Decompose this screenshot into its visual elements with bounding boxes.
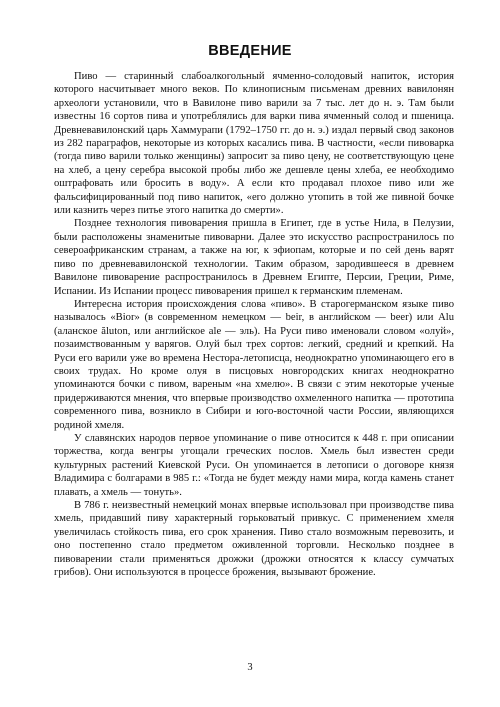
page-title: ВВЕДЕНИЕ [208, 43, 292, 59]
paragraph-hops-yeast: В 786 г. неизвестный немецкий монах впервые использовал при производстве пива хмель, придавший пиву характерный горьковатый привкус. С применением хмеля увеличилась стойкость пива, его срок хранения. Пиво стало возможным перевозить, и оно постепенно стало предметом оживленной торговли. Несколько позднее в пивоварении стали применяться дрожжи (дрожжи относятся к классу сумчатых грибов). Они используются в процессе брожения, вызывают брожение. [54, 500, 454, 579]
paragraph-word-origin: Интересна история происхождения слова «пиво». В старогерманском языке пиво называлось «Bior» (в современном немецком — beir, в английском — beer) или Alu (аланское ăluton, или английское ale — эль). На Руси пиво именовали словом «олуй», позаимствованным у варягов. Олуй был трех сортов: легкий, средний и крепкий. На Руси его варили уже во времена Нестора-летописца, неоднократно упоминающего его в своих трудах. Но кроме олуя в писцовых новгородских книгах неоднократно упоминаются бочки с пивом, вареным «на хмелю». В связи с этим некоторые ученые придерживаются мнения, что впервые производство охмеленного напитка — прототипа современного пива, возникло в Сибири и юго-восточной части России, являющихся родиной хмеля. [54, 298, 454, 431]
paragraph-history-babylon: Пиво — старинный слабоалкогольный ячменно-солодовый напиток, история которого насчитывает много веков. По клинописным письменам древних вавилонян археологи установили, что в Вавилоне пиво варили за 7 тыс. лет до н. э. Там были известны 16 сортов пива и употреблялись для варки пива ячменный солод и пшеница. Древневавилонский царь Хаммурапи (1792–1750 гг. до н. э.) издал первый свод законов из 282 параграфов, некоторые из которых касались пива. В частности, «если пивоварка (тогда пиво варили только женщины) запросит за пиво цену, не соответствующую цене на хлеб, а цену серебра высокой пробы либо же дешевле цены хлеба, ее необходимо оштрафовать или бросить в воду». А если кто продавал плохое пиво или же фальсифицированный под пиво напиток, «его должно утопить в той же пивной бочке или казнить через питье этого напитка до смерти». [54, 71, 454, 217]
paragraph-slavic-peoples: У славянских народов первое упоминание о пиве относится к 448 г. при описании торжества, когда венгры угощали греческих послов. Хмель был известен среди культурных растений Киевской Руси. Он упоминается в летописи о договоре князя Владимира с болгарами в 985 г.: «Тогда не будет между нами мира, когда камень станет плавать, а хмель — тонуть». [54, 432, 454, 498]
body-text [54, 70, 454, 579]
page-number: 3 [247, 662, 253, 673]
paragraph-egypt-spread: Позднее технология пивоварения пришла в Египет, где в устье Нила, в Пелузии, были расположены знаменитые пивоварни. Далее это искусство распространилось по североафриканским странам, а также на юг, к эфиопам, которые и по сей день варят пиво по древневавилонской технологии. Таким образом, зародившееся в древнем Вавилоне пивоварение распространилось в Древнем Египте, Персии, Греции, Риме, Испании. Из Испании процесс пивоварения пришел к германским племенам. [54, 218, 454, 297]
